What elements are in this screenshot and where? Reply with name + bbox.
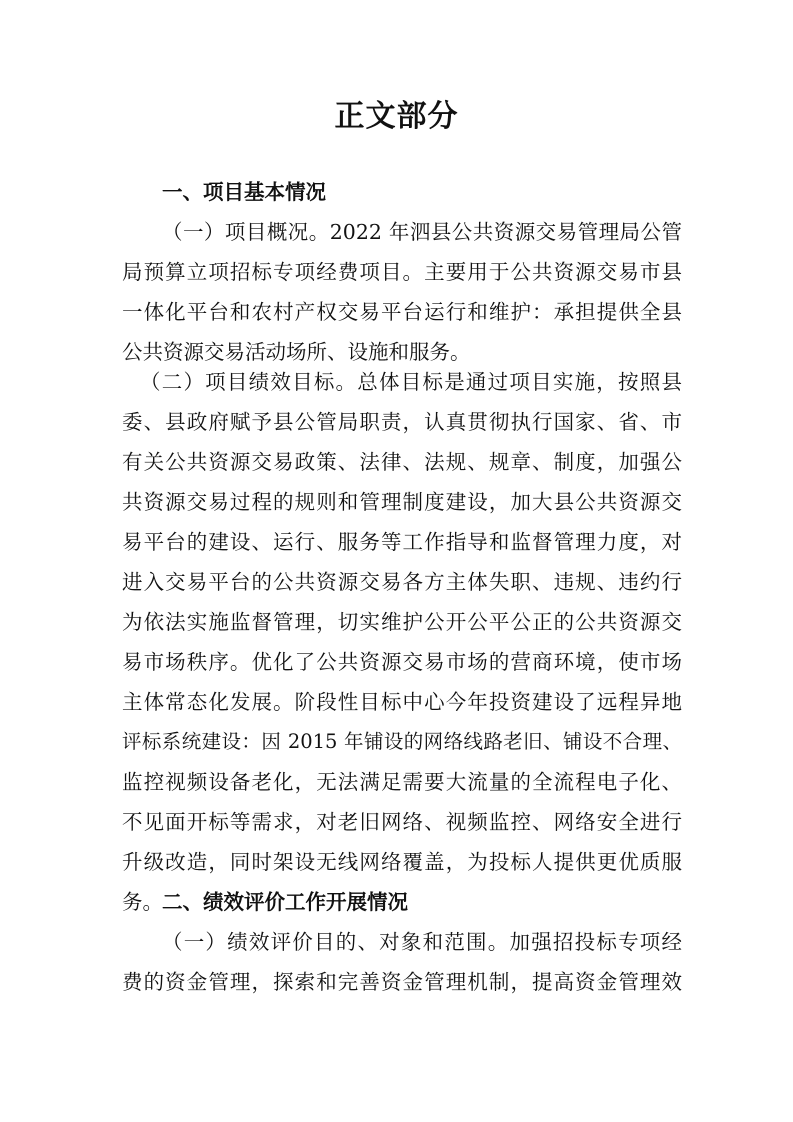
paragraph-evaluation-purpose	[122, 922, 682, 1002]
text-line: 易平台的建设、运行、服务等工作指导和监督管理力度，对	[122, 530, 682, 554]
text-line: （一）项目概况。2022 年泗县公共资源交易管理局公管	[162, 220, 682, 244]
section-heading-1: 一、项目基本情况	[162, 180, 326, 204]
text-line: 为依法实施监督管理，切实维护公开公平公正的公共资源交	[122, 610, 682, 634]
text-line: 务。	[122, 890, 163, 914]
paragraph-project-overview	[122, 212, 682, 372]
section-heading-2: 二、绩效评价工作开展情况	[162, 890, 408, 914]
text-line: 监控视频设备老化，无法满足需要大流量的全流程电子化、	[122, 770, 682, 794]
text-line: （二）项目绩效目标。总体目标是通过项目实施，按照县	[140, 370, 682, 394]
text-line: 委、县政府赋予县公管局职责，认真贯彻执行国家、省、市	[122, 410, 682, 434]
text-line: 费的资金管理，探索和完善资金管理机制，提高资金管理效	[122, 970, 682, 994]
page-title: 正文部分	[334, 99, 459, 134]
text-line: 升级改造，同时架设无线网络覆盖，为投标人提供更优质服	[122, 850, 682, 874]
text-line: 易市场秩序。优化了公共资源交易市场的营商环境，使市场	[122, 650, 682, 674]
text-line: 局预算立项招标专项经费项目。主要用于公共资源交易市县	[122, 260, 682, 284]
text-line: 进入交易平台的公共资源交易各方主体失职、违规、违约行	[122, 570, 682, 594]
text-line: 一体化平台和农村产权交易平台运行和维护：承担提供全县	[122, 300, 682, 324]
text-line: 有关公共资源交易政策、法律、法规、规章、制度，加强公	[122, 450, 682, 474]
text-line: 公共资源交易活动场所、设施和服务。	[122, 340, 471, 364]
text-line: （一）绩效评价目的、对象和范围。加强招投标专项经	[162, 930, 682, 954]
text-line: 评标系统建设：因 2015 年铺设的网络线路老旧、铺设不合理、	[122, 730, 682, 753]
text-line: 主体常态化发展。阶段性目标中心今年投资建设了远程异地	[122, 690, 682, 714]
text-line: 共资源交易过程的规则和管理制度建设，加大县公共资源交	[122, 490, 682, 514]
text-line: 不见面开标等需求，对老旧网络、视频监控、网络安全进行	[122, 810, 682, 834]
paragraph-performance-goals	[122, 362, 682, 922]
